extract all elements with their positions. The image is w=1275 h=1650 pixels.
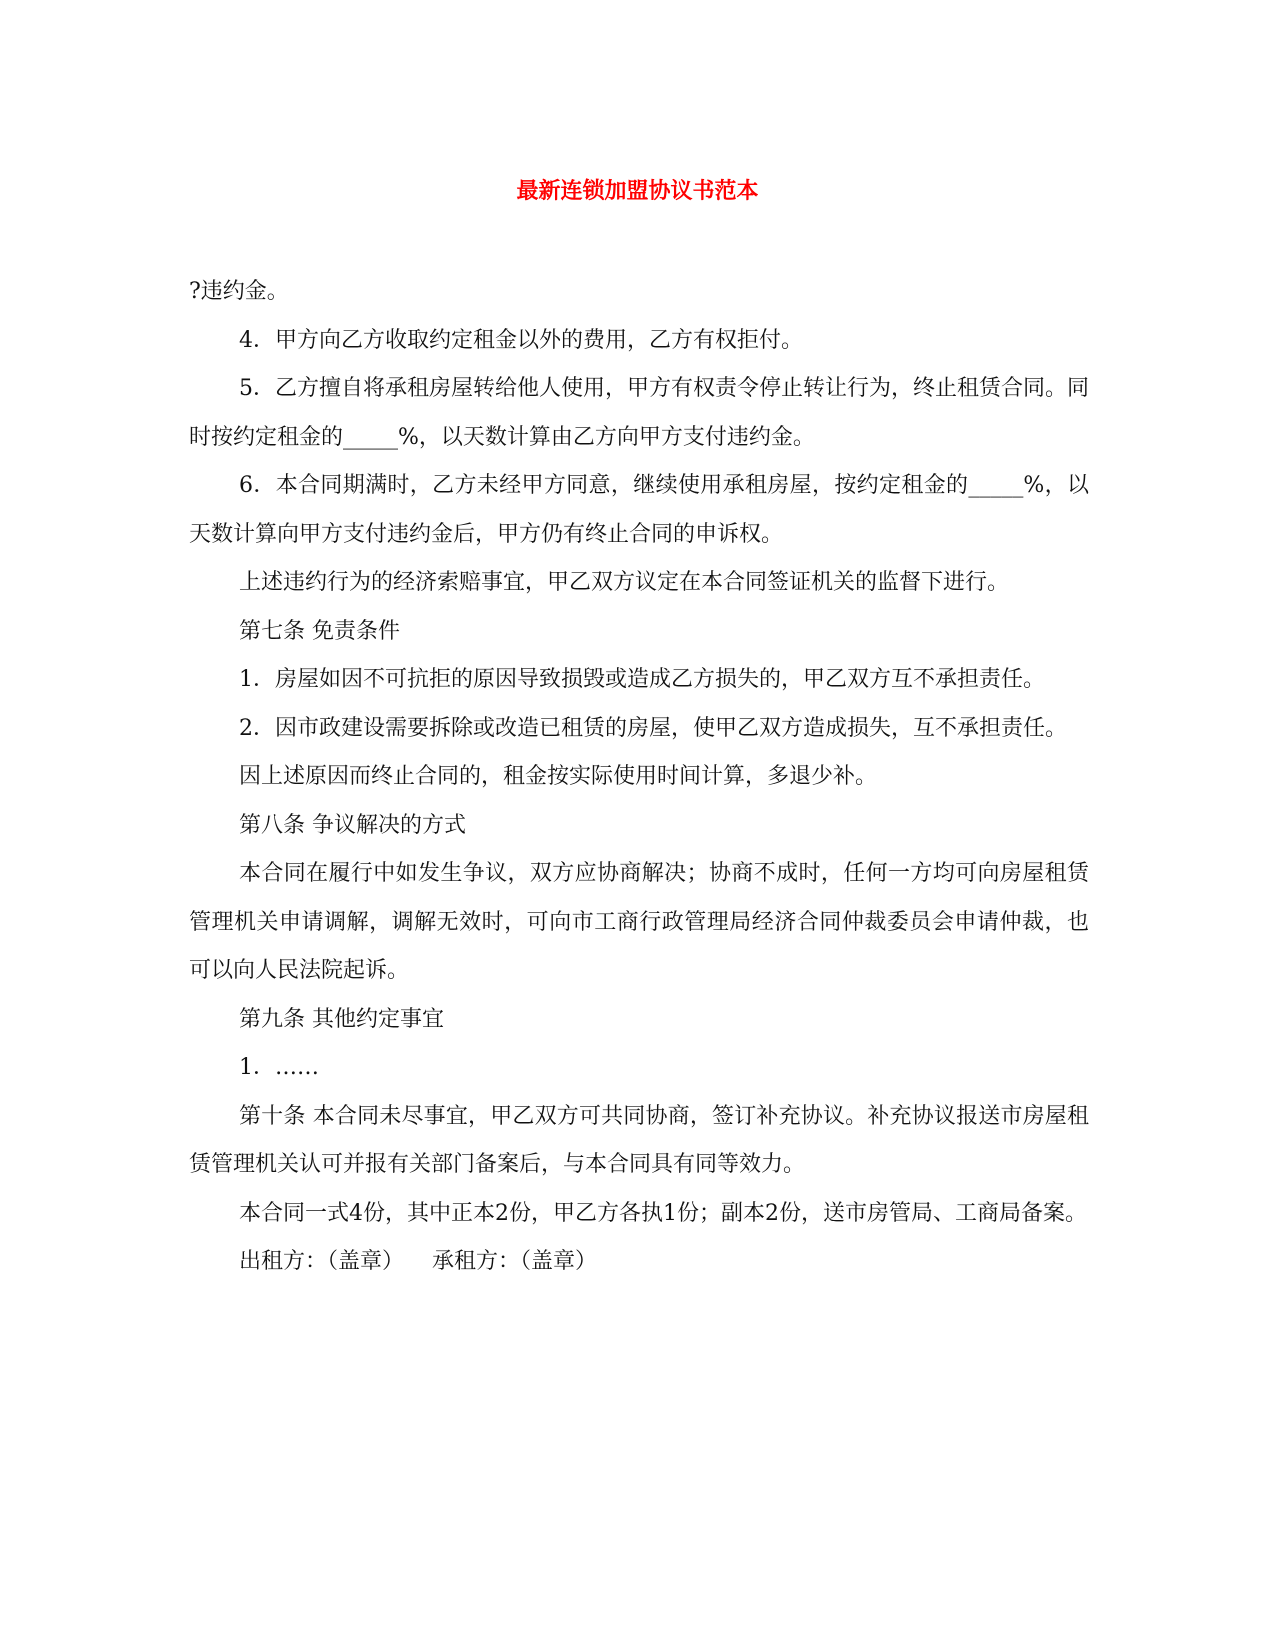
lessee-signature-label: 承租方：（盖章）: [432, 1249, 598, 1274]
paragraph: 1．……: [239, 1055, 319, 1080]
signature-line: [189, 1238, 1089, 1287]
paragraph: 第十条 本合同未尽事宜，甲乙双方可共同协商，签订补充协议。补充协议报送市房屋租赁管理机关认可并报有关部门备案后，与本合同具有同等效力。: [189, 1103, 1089, 1177]
lessor-signature-label: 出租方：（盖章）: [239, 1249, 405, 1274]
paragraph: 5．乙方擅自将承租房屋转给他人使用，甲方有权责令停止转让行为，终止租赁合同。同时按约定租金的_____%，以天数计算由乙方向甲方支付违约金。: [189, 376, 1089, 450]
document-body: [189, 268, 1089, 1287]
paragraph: 因上述原因而终止合同的，租金按实际使用时间计算，多退少补。: [239, 764, 878, 789]
paragraph: ?违约金。: [189, 279, 289, 304]
paragraph: 本合同一式4份，其中正本2份，甲乙方各执1份；副本2份，送市房管局、工商局备案。: [239, 1200, 1087, 1226]
paragraph: 2．因市政建设需要拆除或改造已租赁的房屋，使甲乙双方造成损失，互不承担责任。: [239, 715, 1067, 741]
paragraph: 上述违约行为的经济索赔事宜，甲乙双方议定在本合同签证机关的监督下进行。: [239, 570, 1010, 595]
document-title: 最新连锁加盟协议书范本: [516, 178, 759, 204]
section-heading: 第九条 其他约定事宜: [239, 1006, 444, 1032]
paragraph: 4．甲方向乙方收取约定租金以外的费用，乙方有权拒付。: [239, 327, 803, 353]
section-heading: 第八条 争议解决的方式: [239, 812, 466, 838]
paragraph: 本合同在履行中如发生争议，双方应协商解决；协商不成时，任何一方均可向房屋租赁管理机关申请调解，调解无效时，可向市工商行政管理局经济合同仲裁委员会申请仲裁，也可以向人民法院起诉。: [189, 861, 1089, 983]
paragraph: 6．本合同期满时，乙方未经甲方同意，继续使用承租房屋，按约定租金的_____%，以天数计算向甲方支付违约金后，甲方仍有终止合同的申诉权。: [189, 473, 1089, 547]
section-heading: 第七条 免责条件: [239, 618, 400, 644]
paragraph: 1．房屋如因不可抗拒的原因导致损毁或造成乙方损失的，甲乙双方互不承担责任。: [239, 667, 1045, 692]
